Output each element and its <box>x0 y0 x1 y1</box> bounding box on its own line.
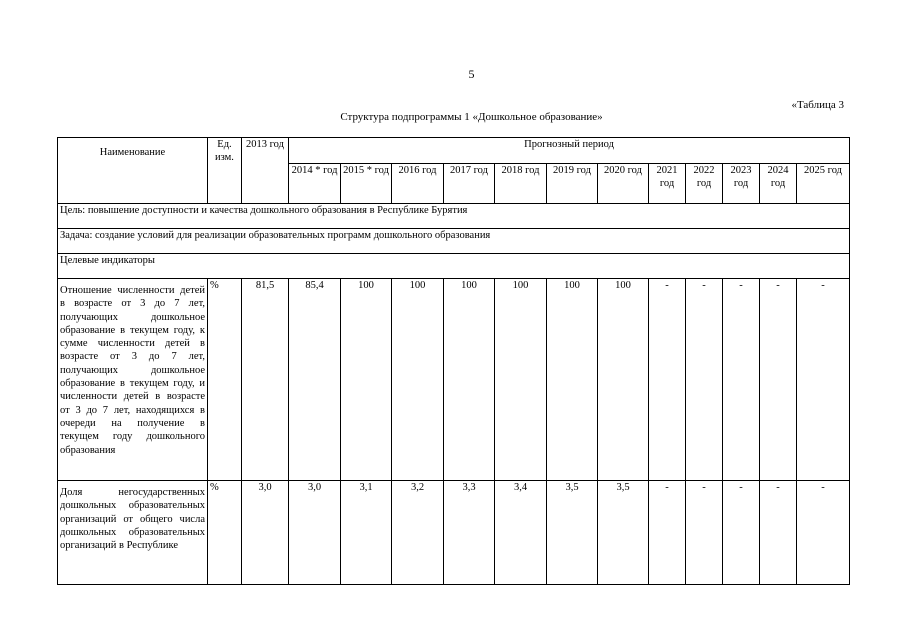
value-cell: 100 <box>392 279 444 481</box>
header-forecast-period: Прогнозный период <box>289 138 850 164</box>
header-year: 2018 год <box>495 164 547 204</box>
value-cell: 100 <box>444 279 495 481</box>
indicator-name: Отношение численности детей в возрасте от 3 до 7 лет, получающих дошкольное образование в текущем году, к сумме численности детей в возрасте от 3 до 7 лет, получающих дошкольное образование в текущем году, и численности детей в возрасте от 3 до 7 лет, находящихся в очереди на получение в текущем году дошкольного образования <box>58 279 208 481</box>
table-reference: «Таблица 3 <box>791 99 844 111</box>
value-cell: 3,0 <box>242 481 289 585</box>
value-cell: - <box>686 481 723 585</box>
header-year: 2022 год <box>686 164 723 204</box>
header-year: 2021 год <box>649 164 686 204</box>
goal-row <box>58 204 850 229</box>
value-cell: 3,3 <box>444 481 495 585</box>
table-row <box>58 481 850 585</box>
value-cell: 100 <box>495 279 547 481</box>
value-cell: 3,2 <box>392 481 444 585</box>
value-cell: - <box>649 481 686 585</box>
value-cell: - <box>760 279 797 481</box>
header-unit: Ед. изм. <box>208 138 242 204</box>
header-year: 2016 год <box>392 164 444 204</box>
value-cell: - <box>686 279 723 481</box>
value-cell: 81,5 <box>242 279 289 481</box>
value-cell: 3,5 <box>547 481 598 585</box>
value-cell: - <box>797 279 850 481</box>
header-year: 2020 год <box>598 164 649 204</box>
goal-text: Цель: повышение доступности и качества дошкольного образования в Республике Бурятия <box>58 204 850 229</box>
page-number: 5 <box>468 67 475 81</box>
indicator-unit: % <box>208 481 242 585</box>
task-row <box>58 229 850 254</box>
header-year: 2024 год <box>760 164 797 204</box>
value-cell: - <box>649 279 686 481</box>
value-cell: - <box>760 481 797 585</box>
indicators-heading: Целевые индикаторы <box>58 254 850 279</box>
table-row <box>58 279 850 481</box>
task-text: Задача: создание условий для реализации образовательных программ дошкольного образования <box>58 229 850 254</box>
header-year: 2023 год <box>723 164 760 204</box>
indicator-name: Доля негосударственных дошкольных образовательных организаций от общего числа дошкольных образовательных организаций в Республике <box>58 481 208 585</box>
header-base-year: 2013 год <box>242 138 289 204</box>
header-year: 2015 * год <box>341 164 392 204</box>
value-cell: 3,5 <box>598 481 649 585</box>
header-year: 2017 год <box>444 164 495 204</box>
table-header-row <box>58 138 850 164</box>
indicator-unit: % <box>208 279 242 481</box>
subprogram-structure-table <box>57 137 850 585</box>
value-cell: 100 <box>341 279 392 481</box>
value-cell: 100 <box>598 279 649 481</box>
header-year: 2014 * год <box>289 164 341 204</box>
value-cell: 3,1 <box>341 481 392 585</box>
indicators-row <box>58 254 850 279</box>
value-cell: 3,4 <box>495 481 547 585</box>
value-cell: - <box>723 279 760 481</box>
value-cell: - <box>797 481 850 585</box>
value-cell: 100 <box>547 279 598 481</box>
value-cell: 3,0 <box>289 481 341 585</box>
header-name: Наименование <box>58 138 208 204</box>
value-cell: 85,4 <box>289 279 341 481</box>
header-year: 2019 год <box>547 164 598 204</box>
header-year: 2025 год <box>797 164 850 204</box>
value-cell: - <box>723 481 760 585</box>
table-title: Структура подпрограммы 1 «Дошкольное образование» <box>340 111 603 123</box>
